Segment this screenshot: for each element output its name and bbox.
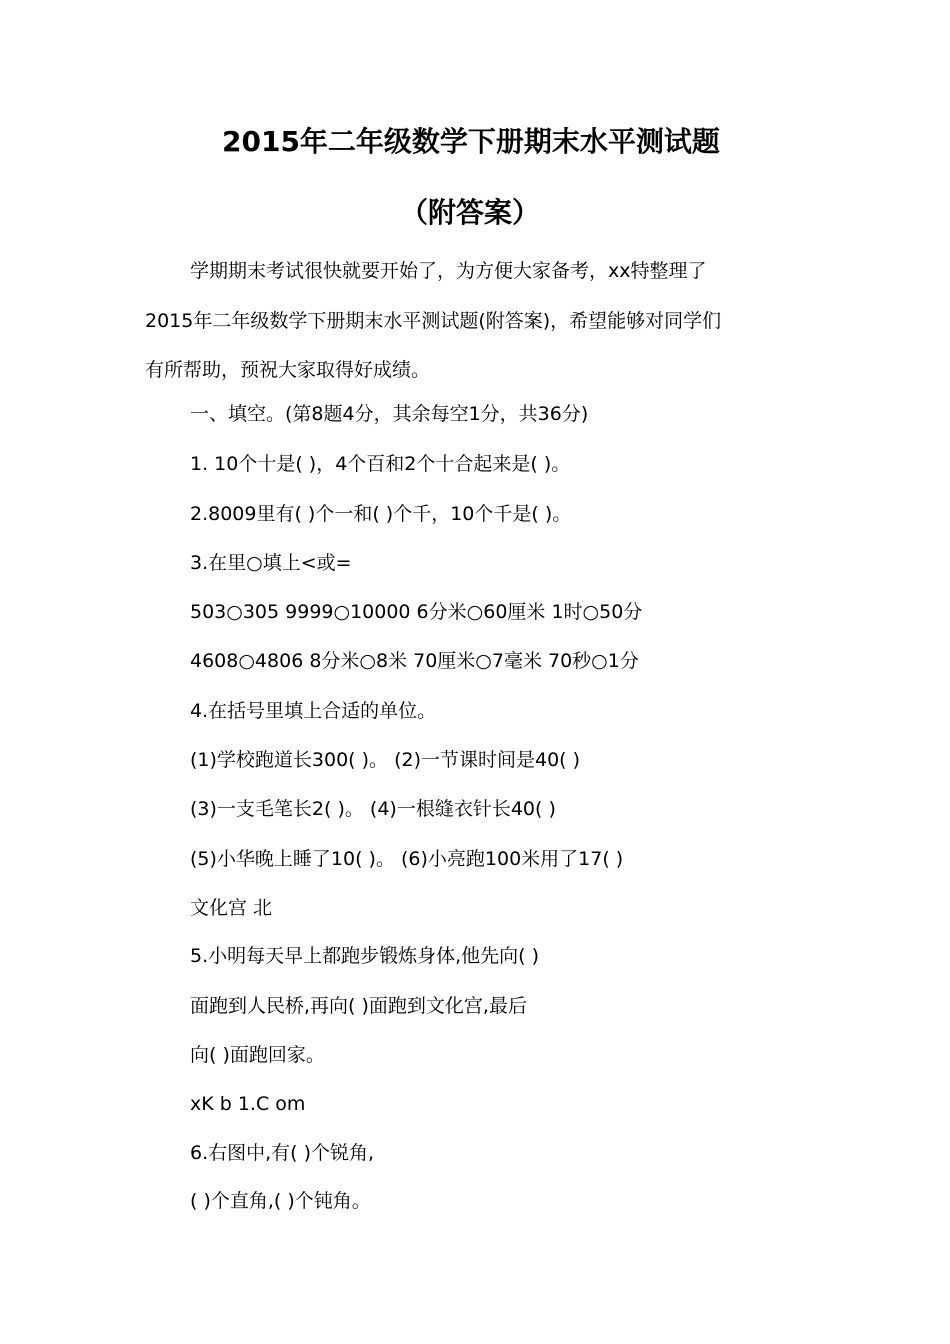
page-subtitle: （附答案） (400, 196, 541, 229)
question-3: 3.在里○填上<或= (190, 552, 352, 574)
map-label: 文化宫 北 (190, 897, 273, 919)
page-title: 2015年二年级数学下册期末水平测试题 (222, 125, 720, 158)
intro-line-2: 2015年二年级数学下册期末水平测试题(附答案)，希望能够对同学们 (145, 310, 722, 332)
question-6-line-2: ( )个直角,( )个钝角。 (190, 1190, 371, 1212)
intro-line-3: 有所帮助，预祝大家取得好成绩。 (145, 359, 431, 381)
watermark-text: xK b 1.C om (190, 1093, 306, 1115)
question-4-row-1: (1)学校跑道长300( )。 (2)一节课时间是40( ) (190, 749, 581, 771)
question-1: 1. 10个十是( )，4个百和2个十合起来是( )。 (190, 453, 571, 475)
section-heading: 一、填空。(第8题4分，其余每空1分，共36分) (190, 403, 589, 425)
question-3-row-2: 4608○4806 8分米○8米 70厘米○7毫米 70秒○1分 (190, 650, 639, 672)
intro-line-1: 学期期末考试很快就要开始了，为方便大家备考，xx特整理了 (190, 260, 707, 282)
question-4-row-2: (3)一支毛笔长2( )。 (4)一根缝衣针长40( ) (190, 798, 556, 820)
question-5-line-1: 5.小明每天早上都跑步锻炼身体,他先向( ) (190, 945, 540, 967)
question-5-line-2: 面跑到人民桥,再向( )面跑到文化宫,最后 (190, 995, 527, 1017)
question-2: 2.8009里有( )个一和( )个千，10个千是( )。 (190, 503, 572, 525)
question-3-row-1: 503○305 9999○10000 6分米○60厘米 1时○50分 (190, 601, 643, 623)
question-5-line-3: 向( )面跑回家。 (190, 1044, 325, 1066)
question-4: 4.在括号里填上合适的单位。 (190, 700, 437, 722)
question-6-line-1: 6.右图中,有( )个锐角, (190, 1142, 375, 1164)
question-4-row-3: (5)小华晚上睡了10( )。 (6)小亮跑100米用了17( ) (190, 848, 624, 870)
